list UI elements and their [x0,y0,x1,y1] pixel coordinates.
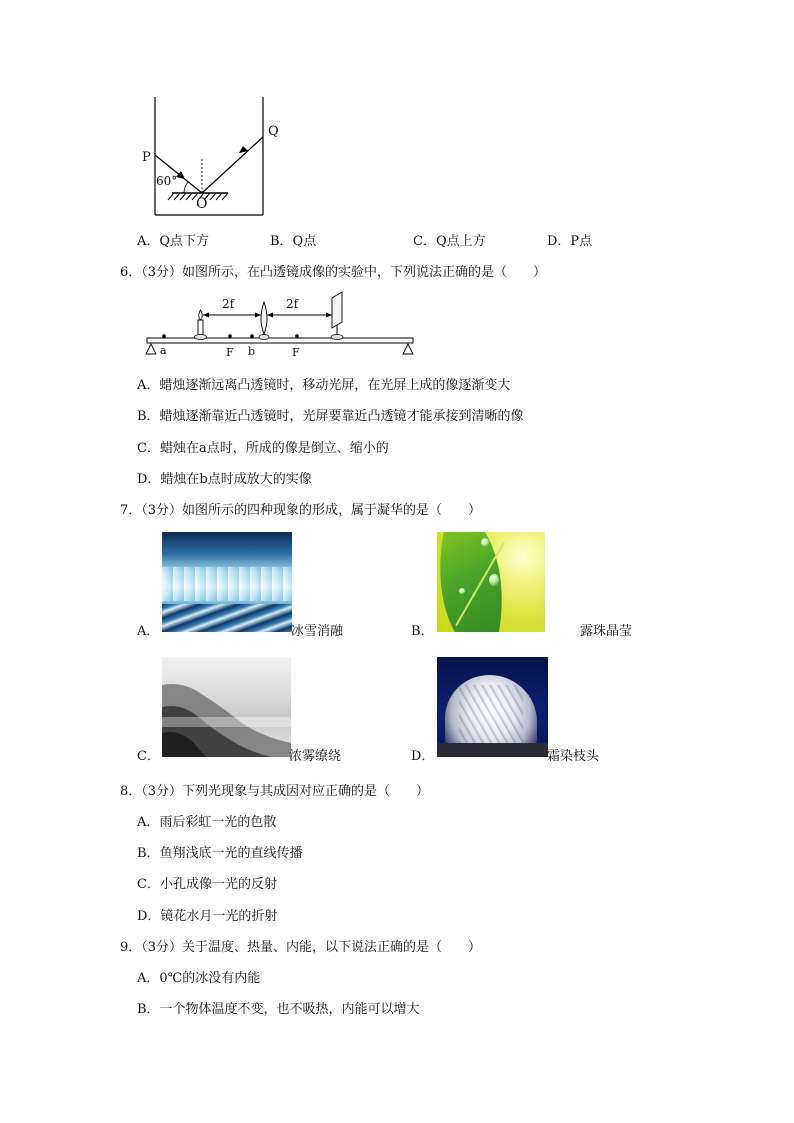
q6-option-d: D．蜡烛在b点时成放大的实像 [137,472,312,487]
label-q: Q [268,124,279,139]
label-f-right: F [292,346,300,359]
dew-leaf-photo [437,532,545,632]
q7-option-d-letter: D． [411,749,435,764]
q8-option-b: B．鱼翔浅底一光的直线传播 [137,846,303,861]
q8-option-c: C．小孔成像一光的反射 [137,877,277,892]
q7-option-d-caption: 霜染枝头 [547,749,600,764]
q7-stem: 7．（3分）如图所示的四种现象的形成，属于凝华的是（ ） [120,503,482,518]
q9-option-b: B．一个物体温度不变，也不吸热，内能可以增大 [137,1002,420,1017]
optical-bench-diagram [142,288,417,360]
ice-photo [162,532,292,632]
q5-option-a: A．Q点下方 [137,234,210,249]
label-f-left: F [226,346,234,359]
q9-stem: 9．（3分）关于温度、热量、内能，以下说法正确的是（ ） [120,940,482,955]
label-2f-left: 2f [222,297,235,311]
frost-tree-photo [437,657,548,757]
q7-option-c-caption: 浓雾缭绕 [289,749,342,764]
q5-option-c: C．Q点上方 [413,234,486,249]
label-angle: 60° [156,174,178,188]
q5-option-d: D．P点 [547,234,593,249]
q6-option-b: B．蜡烛逐渐靠近凸透镜时，光屏要靠近凸透镜才能承接到清晰的像 [137,409,524,424]
q7-option-b-letter: B． [411,624,434,639]
q9-option-a: A．0℃的冰没有内能 [137,971,261,986]
reflection-diagram [140,95,285,220]
q7-option-a-letter: A． [137,624,160,639]
q6-stem: 6．（3分）如图所示，在凸透镜成像的实验中，下列说法正确的是（ ） [120,265,547,280]
label-p: P [142,150,151,165]
label-2f-right: 2f [286,297,299,311]
label-b: b [248,345,256,358]
q8-option-d: D．镜花水月一光的折射 [137,909,278,924]
fog-mountain-photo [162,657,291,757]
q7-option-c-letter: C． [137,749,160,764]
q5-option-b: B．Q点 [270,234,317,249]
q7-option-b-caption: 露珠晶莹 [580,624,633,639]
q7-option-a-caption: 冰雪消融 [291,624,344,639]
label-a: a [160,344,167,357]
q6-option-c: C．蜡烛在a点时，所成的像是倒立、缩小的 [137,441,389,456]
q8-stem: 8．（3分）下列光现象与其成因对应正确的是（ ） [120,784,430,799]
label-o: O [196,196,208,212]
q6-option-a: A．蜡烛逐渐远离凸透镜时，移动光屏，在光屏上成的像逐渐变大 [137,378,511,393]
q8-option-a: A．雨后彩虹一光的色散 [137,815,277,830]
